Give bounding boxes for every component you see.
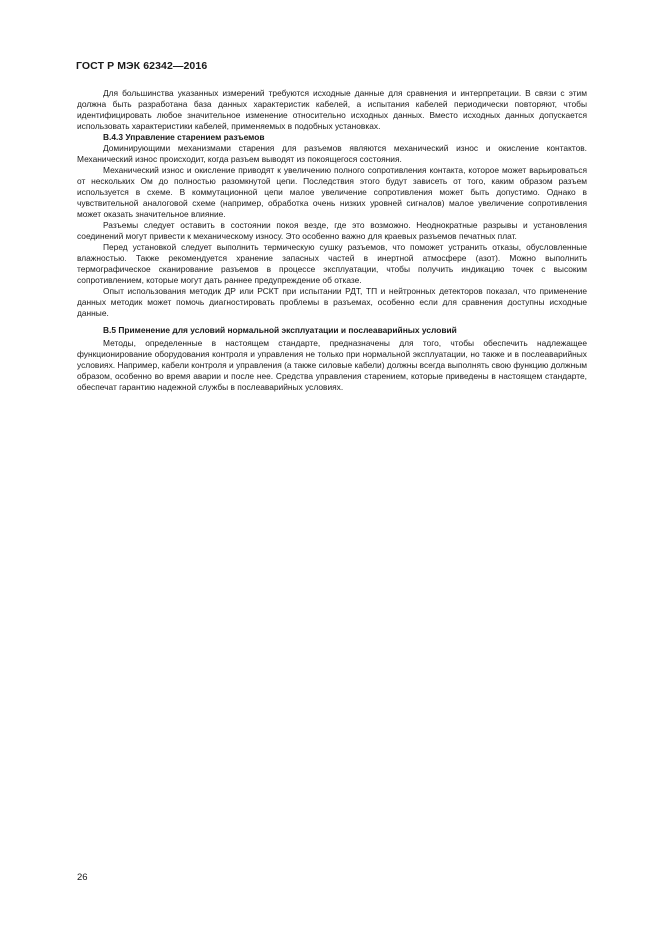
heading-b-5: В.5 Применение для условий нормальной эксплуатации и послеаварийных условий <box>103 325 457 335</box>
paragraph-thermal-drying: Перед установкой следует выполнить термическую сушку разъемов, что поможет устранить отказы, обусловленные влажностью. Также рекомендуется хранение запасных частей в инертной атмосфере (азот). Можно выполнить термографическое сканирование разъемов в процессе эксплуатации, чтобы получить индикацию точек с высоким сопротивлением, которые могут дать раннее предупреждение об отказе. <box>77 242 587 285</box>
paragraph-connectors-rest: Разъемы следует оставить в состоянии покоя везде, где это возможно. Неоднократные разрывы и установления соединений могут привести к механическому износу. Это особенно важно для краевых разъемов печатных плат. <box>77 220 587 241</box>
paragraph-contact-resistance: Механический износ и окисление приводят к увеличению полного сопротивления контакта, которое может варьироваться от нескольких Ом до полностью разомкнутой цепи. Последствия этого будут зависеть от того, каким образом разъем используется в схеме. В коммутационной цепи малое увеличение сопротивления может быть допустимо. Однако в чувствительной аналоговой схеме (например, обработка очень низких уровней сигналов) малое увеличение сопротивления может оказать значительное влияние. <box>77 165 587 219</box>
paragraph-post-accident: Методы, определенные в настоящем стандарте, предназначены для того, чтобы обеспечить надлежащее функционирование оборудования контроля и управления не только при нормальной эксплуатации, но также и в послеаварийных условиях. Например, кабели контроля и управления (а также силовые кабели) должны всегда выполнять свою функцию должным образом, особенно во время аварии и после нее. Средства управления старением, которые приведены в настоящем стандарте, обеспечат гарантию надежной службы в послеаварийных условиях. <box>77 338 587 392</box>
document-body <box>77 88 587 393</box>
paragraph-aging-mechanisms: Доминирующими механизмами старения для разъемов являются механический износ и окисление контактов. Механический износ происходит, когда разъем выводят из покоящегося состояния. <box>77 143 587 164</box>
document-header: ГОСТ Р МЭК 62342—2016 <box>76 60 208 72</box>
heading-b-4-3: В.4.3 Управление старением разъемов <box>103 132 265 142</box>
page-number: 26 <box>77 872 88 883</box>
paragraph-tdr-experience: Опыт использования методик ДР или РСКТ при испытании РДТ, ТП и нейтронных детекторов показал, что применение данных методик может помочь диагностировать проблемы в разъемах, особенно если для сравнения доступны исходные данные. <box>77 286 587 318</box>
paragraph-baseline-data: Для большинства указанных измерений требуются исходные данные для сравнения и интерпретации. В связи с этим должна быть разработана база данных характеристик кабелей, а испытания кабелей периодически повторяют, чтобы идентифицировать любое значительное изменение относительно исходных данных. Вместо исходных данных допускается использовать характеристики кабелей, применяемых в подобных установках. <box>77 88 587 131</box>
